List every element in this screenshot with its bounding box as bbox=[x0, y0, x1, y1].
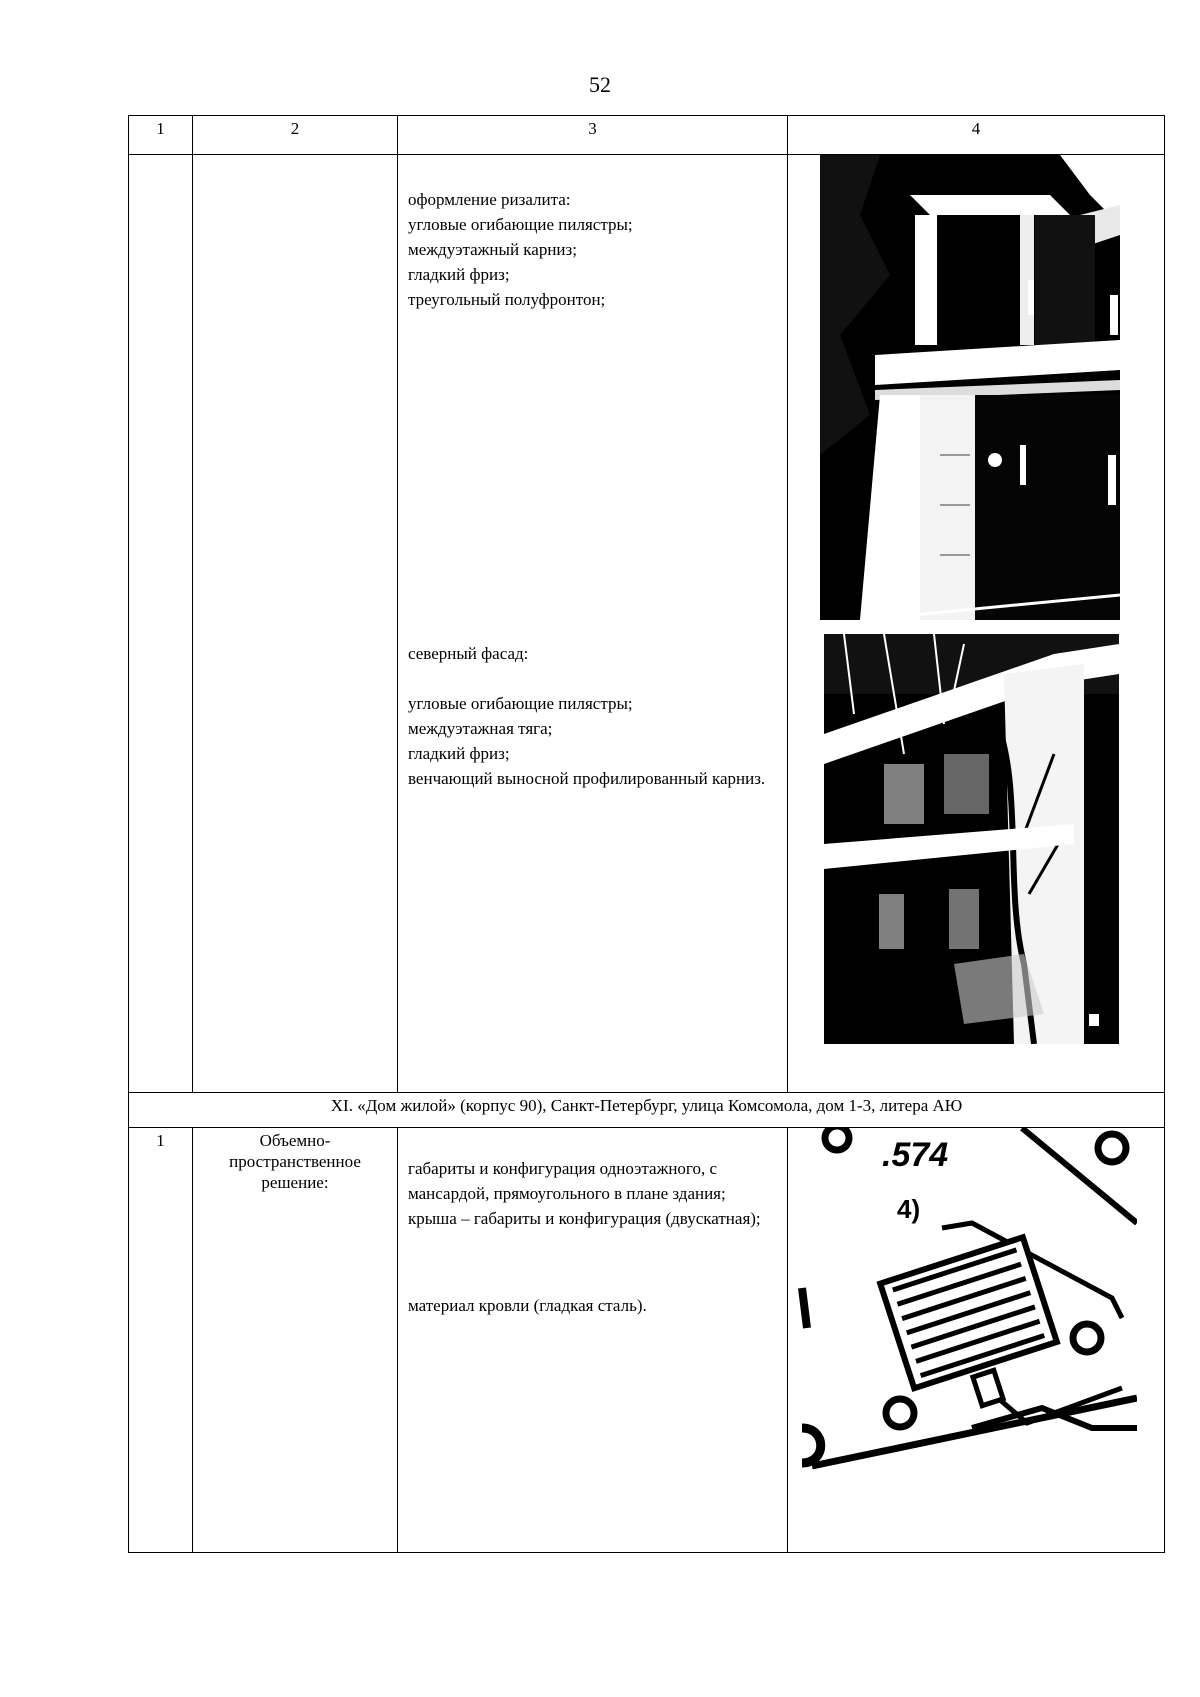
text-line: угловые огибающие пилястры; bbox=[408, 694, 633, 713]
text-line: треугольный полуфронтон; bbox=[408, 290, 606, 309]
table-row-facade bbox=[129, 155, 1165, 1093]
north-facade-block bbox=[398, 312, 787, 791]
text-line: гладкий фриз; bbox=[408, 265, 510, 284]
monument-table bbox=[128, 115, 1165, 1553]
text-line: междуэтажная тяга; bbox=[408, 719, 553, 738]
text-line: крыша – габариты и конфигурация (двускатная); bbox=[408, 1209, 761, 1228]
section-title: XI. «Дом жилой» (корпус 90), Санкт-Петербург, улица Комсомола, дом 1-3, литера АЮ bbox=[129, 1093, 1165, 1128]
cell-empty-1 bbox=[129, 155, 193, 1093]
text-line: венчающий выносной профилированный карниз. bbox=[408, 769, 766, 788]
site-plan-drawing bbox=[792, 1128, 1137, 1488]
column-header-2: 2 bbox=[193, 116, 398, 155]
section-title-row bbox=[129, 1093, 1165, 1128]
cell-description bbox=[398, 155, 788, 1093]
text-line: гладкий фриз; bbox=[408, 744, 510, 763]
text-line: габариты и конфигурация одноэтажного, с мансардой, прямоугольного в плане здания; bbox=[408, 1159, 726, 1203]
north-facade-photo bbox=[824, 634, 1119, 1044]
row-number: 1 bbox=[129, 1128, 193, 1553]
page-number: 52 bbox=[589, 72, 611, 97]
cell-volume-description bbox=[398, 1128, 788, 1553]
text-line: оформление ризалита: bbox=[408, 190, 571, 209]
cell-category bbox=[193, 1128, 398, 1553]
column-header-1: 1 bbox=[129, 116, 193, 155]
text-line: угловые огибающие пилястры; bbox=[408, 215, 633, 234]
table-row-volume bbox=[129, 1128, 1165, 1553]
risalit-block bbox=[398, 155, 787, 312]
column-header-4: 4 bbox=[788, 116, 1165, 155]
text-line: междуэтажный карниз; bbox=[408, 240, 577, 259]
column-header-3: 3 bbox=[398, 116, 788, 155]
north-facade-title: северный фасад: bbox=[408, 644, 529, 663]
cell-empty-2 bbox=[193, 155, 398, 1093]
table-header-row bbox=[129, 116, 1165, 155]
building-risalit-photo bbox=[820, 155, 1120, 620]
cell-photos bbox=[788, 155, 1165, 1093]
text-line: материал кровли (гладкая сталь). bbox=[408, 1296, 647, 1315]
cell-site-plan bbox=[788, 1128, 1165, 1553]
plan-building-number: 4) bbox=[897, 1194, 921, 1224]
category-label: Объемно-пространственное решение: bbox=[229, 1131, 361, 1192]
plan-elevation-label: .574 bbox=[882, 1136, 949, 1174]
